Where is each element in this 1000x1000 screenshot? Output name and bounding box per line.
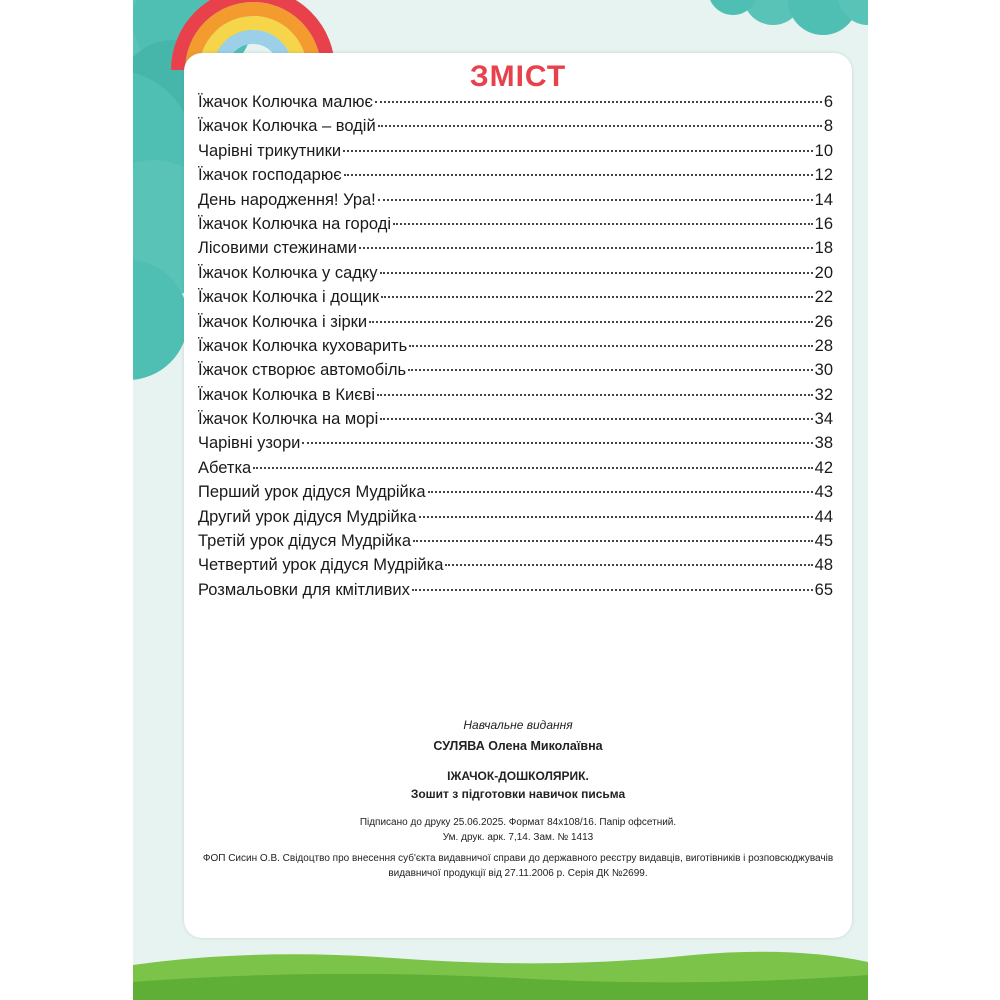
toc-item <box>198 556 833 580</box>
toc-item <box>198 191 833 215</box>
toc-dot-leader <box>253 467 812 469</box>
toc-item <box>198 508 833 532</box>
toc-dot-leader <box>380 418 812 420</box>
toc-item <box>198 532 833 556</box>
toc-item-label: Другий урок дідуся Мудрійка <box>198 507 417 526</box>
toc-dot-leader <box>412 589 813 591</box>
toc-item <box>198 142 833 166</box>
toc-item-label: Їжачок Колючка і дощик <box>198 288 380 307</box>
toc-dot-leader <box>419 516 813 518</box>
toc-item-page: 12 <box>814 166 833 185</box>
toc-item-page: 16 <box>814 214 833 233</box>
toc-dot-leader <box>408 369 813 371</box>
book-subtitle: Зошит з підготовки навичок письма <box>410 787 626 801</box>
toc-item-page: 48 <box>814 556 833 575</box>
toc-item-label: Їжачок Колючка у садку <box>198 263 378 282</box>
toc-dot-leader <box>302 442 812 444</box>
book-page <box>133 0 868 1000</box>
toc-dot-leader <box>378 125 822 127</box>
toc-item-label: Їжачок Колючка на городі <box>198 214 392 233</box>
print-details: Підписано до друку 25.06.2025. Формат 84х108/16. Папір офсетний. <box>359 817 677 828</box>
toc-item <box>198 410 833 434</box>
toc-dot-leader <box>428 491 813 493</box>
author-name: СУЛЯВА Олена Миколаївна <box>433 739 603 753</box>
toc-item-label: Третій урок дідуся Мудрійка <box>198 532 412 551</box>
toc-item-page: 20 <box>814 263 833 282</box>
toc-dot-leader <box>359 247 813 249</box>
toc-item-label: Четвертий урок дідуся Мудрійка <box>198 556 444 575</box>
toc-item-label: Абетка <box>198 458 252 477</box>
toc-item-label: Чарівні узори <box>198 434 301 453</box>
toc-item-page: 30 <box>814 361 833 380</box>
toc-item <box>198 166 833 190</box>
toc-item-page: 32 <box>814 385 833 404</box>
toc-item-label: Їжачок Колючка на морі <box>198 410 379 429</box>
toc-item-page: 28 <box>814 336 833 355</box>
toc-item-page: 65 <box>814 580 833 599</box>
toc-item-page: 42 <box>814 458 833 477</box>
toc-item-label: Їжачок Колючка – водій <box>198 117 376 136</box>
toc-item-label: Їжачок Колючка і зірки <box>198 312 368 331</box>
toc-item-page: 43 <box>814 483 833 502</box>
toc-item <box>198 215 833 239</box>
toc-item-page: 6 <box>823 93 833 111</box>
publisher-info: ФОП Сисин О.В. Свідоцтво про внесення суб'єкта видавничої справи до державного реєстру видавців, виготівників і розповсюджувачів видавничої продукції від 27.11.2006 р. Серія ДК №2699. <box>202 853 834 879</box>
toc-item <box>198 239 833 263</box>
toc-dot-leader <box>380 272 813 274</box>
print-sheets: Ум. друк. арк. 7,14. Зам. № 1413 <box>442 832 594 843</box>
toc-item <box>198 117 833 141</box>
toc-item <box>198 386 833 410</box>
toc-item-page: 18 <box>814 239 833 258</box>
toc-item-label: Їжачок Колючка куховарить <box>198 336 408 355</box>
toc-item-page: 44 <box>814 507 833 526</box>
toc-dot-leader <box>375 101 822 103</box>
toc-dot-leader <box>377 394 813 396</box>
toc-item <box>198 434 833 458</box>
toc-item-label: Їжачок створює автомобіль <box>198 361 407 380</box>
toc-item-page: 26 <box>814 312 833 331</box>
toc-item-page: 45 <box>814 532 833 551</box>
toc-dot-leader <box>343 150 813 152</box>
book-title: ІЖАЧОК-ДОШКОЛЯРИК. <box>447 769 589 783</box>
toc-item <box>198 483 833 507</box>
toc-dot-leader <box>445 564 812 566</box>
toc-item-page: 10 <box>814 141 833 160</box>
toc-dot-leader <box>393 223 813 225</box>
toc-dot-leader <box>344 174 813 176</box>
toc-item-page: 14 <box>814 190 833 209</box>
toc-item-page: 8 <box>823 117 833 136</box>
toc-item <box>198 581 833 605</box>
toc-dot-leader <box>381 296 813 298</box>
toc-item <box>198 337 833 361</box>
toc-item-label: Їжачок господарює <box>198 166 342 185</box>
toc-item-label: Розмальовки для кмітливих <box>198 580 410 599</box>
table-of-contents <box>198 93 833 605</box>
contents-card <box>184 53 852 938</box>
toc-item-page: 38 <box>814 434 833 453</box>
contents-title: ЗМІСТ <box>469 60 567 93</box>
toc-item-label: Лісовими стежинами <box>198 239 357 258</box>
toc-dot-leader <box>409 345 812 347</box>
toc-item <box>198 264 833 288</box>
toc-item-page: 34 <box>814 410 833 429</box>
toc-item-label: Чарівні трикутники <box>198 141 342 160</box>
toc-item-page: 22 <box>814 288 833 307</box>
edition-type: Навчальне видання <box>463 718 573 732</box>
toc-item <box>198 459 833 483</box>
grass-hills <box>133 952 868 1000</box>
toc-item <box>198 288 833 312</box>
toc-item-label: Перший урок дідуся Мудрійка <box>198 483 426 502</box>
toc-item-label: День народження! Ура! <box>198 190 376 209</box>
toc-item <box>198 93 833 117</box>
cloud-right <box>708 0 868 35</box>
toc-item-label: Їжачок Колючка малює <box>198 93 373 111</box>
toc-item <box>198 361 833 385</box>
toc-item <box>198 313 833 337</box>
toc-dot-leader <box>369 321 813 323</box>
toc-dot-leader <box>413 540 813 542</box>
toc-dot-leader <box>378 199 813 201</box>
toc-item-label: Їжачок Колючка в Києві <box>198 385 376 404</box>
